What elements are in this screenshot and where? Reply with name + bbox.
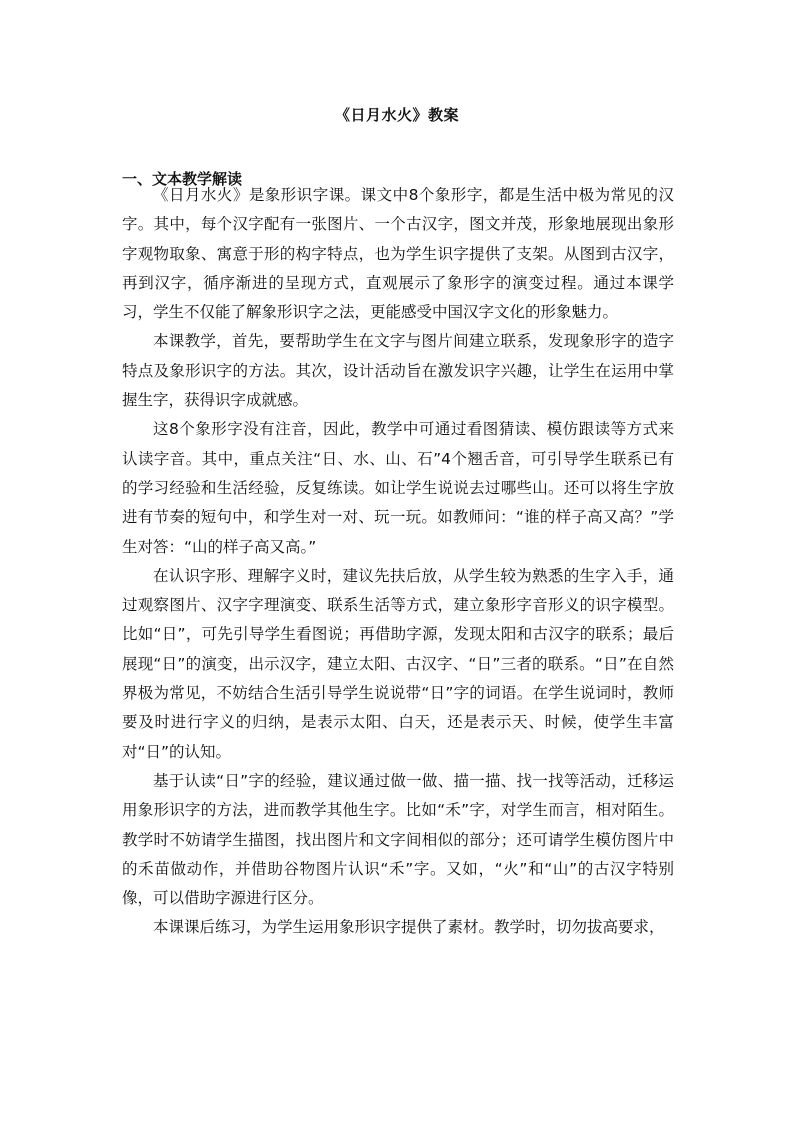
section-heading: 一、文本教学解读 — [122, 170, 243, 188]
paragraph: 本课教学，首先，要帮助学生在文字与图片间建立联系，发现象形字的造字特点及象形识字的方法。其次，设计活动旨在激发识字兴趣，让学生在运用中掌握生字，获得识字成就感。 — [122, 332, 674, 410]
paragraph: 《日月水火》是象形识字课。课文中8个象形字，都是生活中极为常见的汉字。其中，每个汉字配有一张图片、一个古汉字，图文并茂，形象地展现出象形字观物取象、寓意于形的构字特点，也为学生识字提供了支架。从图到古汉字，再到汉字，循序渐进的呈现方式，直观展示了象形字的演变过程。通过本课学习，学生不仅能了解象形识字之法，更能感受中国汉字文化的形象魅力。 — [122, 186, 674, 322]
paragraph: 在认识字形、理解字义时，建议先扶后放，从学生较为熟悉的生字入手，通过观察图片、汉字字理演变、联系生活等方式，建立象形字音形义的识字模型。比如“日”，可先引导学生看图说；再借助字源，发现太阳和古汉字的联系；最后展现“日”的演变，出示汉字，建立太阳、古汉字、“日”三者的联系。“日”在自然界极为常见，不妨结合生活引导学生说说带“日”字的词语。在学生说词时，教师要及时进行字义的归纳，是表示太阳、白天，还是表示天、时候，使学生丰富对“日”的认知。 — [122, 566, 674, 761]
document-title: 《日月水火》教案 — [334, 106, 459, 124]
paragraph: 这8个象形字没有注音，因此，教学中可通过看图猜读、模仿跟读等方式来认读字音。其中，重点关注“日、水、山、石”4个翘舌音，可引导学生联系已有的学习经验和生活经验，反复练读。如让学生说说去过哪些山。还可以将生字放进有节奏的短句中，和学生对一对、玩一玩。如教师问：“谁的样子高又高？”学生对答：“山的样子高又高。” — [122, 420, 674, 556]
paragraph: 基于认读“日”字的经验，建议通过做一做、描一描、找一找等活动，迁移运用象形识字的方法，进而教学其他生字。比如“禾”字，对学生而言，相对陌生。教学时不妨请学生描图，找出图片和文字间相似的部分；还可请学生模仿图片中的禾苗做动作，并借助谷物图片认识“禾”字。又如，“火”和“山”的古汉字特别像，可以借助字源进行区分。 — [122, 771, 674, 908]
body-text — [122, 181, 674, 943]
paragraph: 本课课后练习，为学生运用象形识字提供了素材。教学时，切勿拔高要求， — [153, 918, 665, 937]
